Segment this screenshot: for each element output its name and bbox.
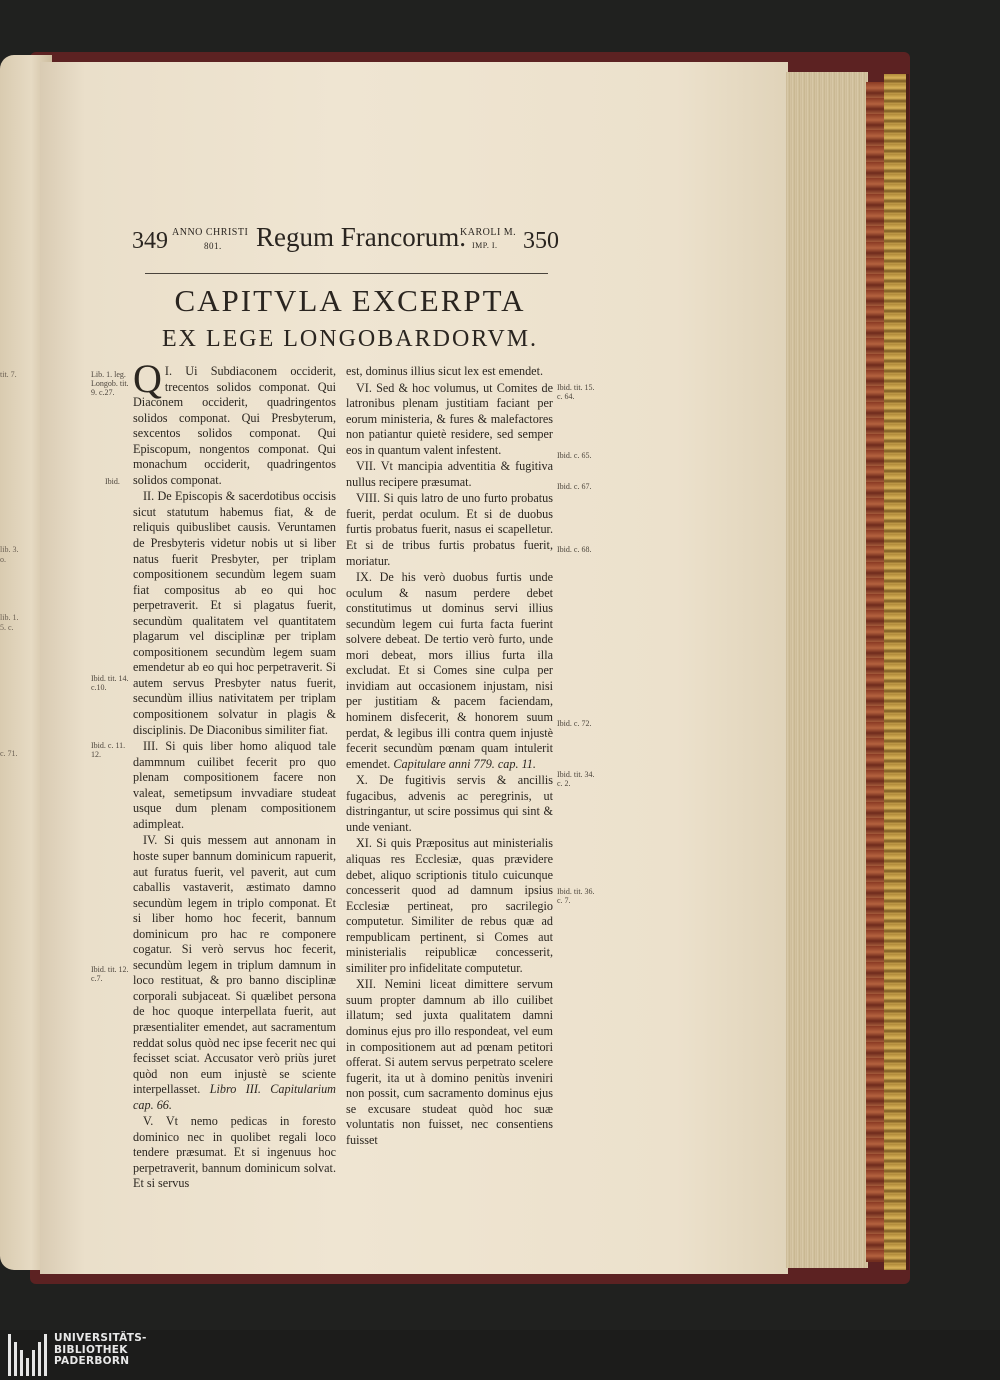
library-logo-icon bbox=[8, 1334, 50, 1376]
margin-note: Ibid. c. 68. bbox=[557, 545, 592, 554]
paragraph bbox=[346, 570, 553, 772]
year-label: 801. bbox=[204, 241, 222, 251]
paragraph bbox=[133, 833, 336, 1113]
paragraph: est, dominus illius sicut lex est emendet. bbox=[346, 364, 544, 378]
paragraph: III. Si quis liber homo aliquod tale dammnum cuilibet fecerit pro quo plenam compositionem facere non valeat, semetipsum invvadiare studeat usque dum plenam compositionem adimpleat. bbox=[133, 739, 336, 831]
left-page-margin-note: tit. 7. bbox=[0, 370, 17, 379]
page-number-right: 350 bbox=[523, 228, 559, 254]
margin-note: Ibid. c. 65. bbox=[557, 451, 592, 460]
margin-note: Ibid. c. 67. bbox=[557, 482, 592, 491]
running-header bbox=[132, 222, 562, 262]
section-number: I. bbox=[164, 364, 172, 378]
paragraph: XI. Si quis Præpositus aut ministerialis aliquas res Ecclesiæ, quas prævidere debet, aliquo scriptionis titulo cuicunque concesserit quod ad damnum ipsius Ecclesiæ pertineat, pro sacrilegio computetur. Similiter de rebus quæ ad rempublicam pertinent, si Comes aut ministerialis reipublicæ concesserit, similiter pro infidelitate computetur. bbox=[346, 836, 553, 975]
imp-label: IMP. I. bbox=[472, 241, 498, 250]
header-rule bbox=[145, 273, 548, 274]
page-edges bbox=[786, 72, 868, 1268]
logo-line: UNIVERSITÄTS- bbox=[54, 1332, 147, 1344]
citation: Capitulare anni 779. cap. 11. bbox=[393, 756, 536, 771]
paragraph: XII. Nemini liceat dimittere servum suum propter damnum ab illo cuilibet illatum; sed juxta qualitatem damni dominus ejus pro illo respondeat, vel eum in compositionem aut ad pœnam petitori offerat. Si autem servus perpetrato scelere fugerit, ita ut à domino penitùs inveniri non possit, cum sacramento dominus ejus se excusare studeat quòd hoc suæ voluntatis non fuisset, nec consentiens fuisset bbox=[346, 977, 553, 1147]
karoli-label: KAROLI M. bbox=[460, 227, 517, 238]
paragraph: V. Vt nemo pedicas in foresto dominico nec in quolibet regali loco tendere præsumat. Et si ingenuus hoc perpetraverit, bannum dominicum solvat. Et si servus bbox=[133, 1114, 336, 1191]
paragraph-text: IV. Si quis messem aut annonam in hoste super bannum dominicum rapuerit, aut furatus fuerit, vel paverit, aut cum caballis vastaverit, æstimato damno secundùm legem in triplo componat. Et si liber homo hoc fecerit, bannum dominicum pro hac re componere cogatur. Si verò servus hoc fecerit, secundùm legem in triplum damnum in loco restituat, & pro banno disciplinæ corporali subjaceat. Si quælibet persona de hoc quoque interpellata fuerit, aut præsentialiter emendet, aut sacramentum reddat solus quòd nec ipse fecerit nec qui fecisset sciat. Accusator verò priùs juret quòd non eum injustè se sciente interpellasset. bbox=[133, 833, 336, 1097]
margin-note: Ibid. tit. 12. c.7. bbox=[91, 965, 129, 983]
left-page-margin-note: lib. 3. bbox=[0, 545, 19, 554]
paragraph bbox=[133, 356, 336, 488]
citation: Libro III. Capitularium cap. 66. bbox=[133, 1082, 336, 1112]
margin-note: Ibid. tit. 15. c. 64. bbox=[557, 383, 595, 401]
page-number-left: 349 bbox=[132, 228, 168, 254]
left-page-margin-note: c. 71. bbox=[0, 749, 18, 758]
left-page-margin-note: lib. 1. bbox=[0, 613, 19, 622]
margin-note: Ibid. c. 72. bbox=[557, 719, 592, 728]
margin-note: Ibid. tit. 34. c. 2. bbox=[557, 770, 595, 788]
chapter-subtitle: EX LEGE LONGOBARDORVM. bbox=[161, 326, 539, 352]
margin-note: Ibid. bbox=[105, 477, 120, 486]
left-page-margin-note: o. bbox=[0, 555, 6, 564]
text-column-right bbox=[346, 364, 553, 1149]
margin-note: Ibid. c. 11. 12. bbox=[91, 741, 126, 759]
footer-bar bbox=[0, 1330, 1000, 1380]
gilt-spine-decoration bbox=[884, 74, 909, 1270]
text-column-left bbox=[133, 356, 336, 1193]
running-title: Regum Francorum. bbox=[256, 222, 466, 252]
paragraph: VIII. Si quis latro de uno furto probatus fuerit, perdat oculum. Et si de duobus furtis probatus fuerit, nasus ei scapelletur. Et si de tribus furtis probatus fuerit, moriatur. bbox=[346, 491, 553, 568]
logo-line: BIBLIOTHEK bbox=[54, 1343, 128, 1356]
anno-christi-label: ANNO CHRISTI bbox=[172, 227, 249, 238]
paragraph: VI. Sed & hoc volumus, ut Comites de latronibus plenam justitiam faciant per eorum ministeria, & fures & malefactores non patiantur quietè residere, sed semper eos in quantum valent infestent. bbox=[346, 380, 553, 457]
paragraph: X. De fugitivis servis & ancillis fugacibus, advenis ac peregrinis, ut distringantur, ut scire possimus qui sint & unde veniant. bbox=[346, 773, 553, 834]
paragraph: II. De Episcopis & sacerdotibus occisis sicut statutum habemus fiat, & de reliquis quibuslibet causis. Veruntamen de Presbyteris videtur nobis ut si liber natus fuerit Presbyter, per triplam compositionem secundùm legem suam fiat compositus ab eo qui hoc perpetraverit. Et si plagatus fuerit, secundùm qualitatem vel quantitatem plagarum vel disciplinæ per triplam compositionem secundùm legem suam emendetur ab eo qui hoc perpetraverit. Si autem servus Presbyter natus fuerit, secundùm illius nativitatem per triplam compositionem solvatur in plagis & disciplinis. De Diaconibus similiter fiat. bbox=[133, 489, 336, 737]
left-page-margin-note: 5. c. bbox=[0, 623, 14, 632]
paragraph-text: Ui Subdiaconem occiderit, trecentos solidos componat. Qui Diaconem occiderit, quadringentos solidos componat. Qui Presbyterum, sexcentos solidos componat. Qui Episcopum, nongentos componat. Qui monachum occiderit, quadringentos solidos componat. bbox=[133, 364, 336, 487]
library-logo-text bbox=[54, 1333, 147, 1368]
paragraph: VII. Vt mancipia adventitia & fugitiva nullus recipere præsumat. bbox=[346, 459, 553, 489]
margin-note: Ibid. tit. 36. c. 7. bbox=[557, 887, 595, 905]
drop-cap: Q bbox=[133, 356, 162, 401]
marbled-edge bbox=[866, 82, 884, 1262]
paragraph-text: IX. De his verò duobus furtis unde oculum & nasum perdere debet constitutimus ut dominus servi illius secundùm legem cui furta facta fuerint solvere debeat. De tertio verò furto, unde mori debeat, mors illius furta illa excludat. Et si Comes sine culpa per invidiam aut occasionem injustam, nisi per justitiam & pacem faciendam, hominem disfecerit, & honorem suum perdat, & legibus illi contra quem injustè fecerit secundùm pœnam quam intulerit emendet. bbox=[346, 570, 553, 771]
margin-note: Lib. 1. leg. Longob. tit. 9. c.27. bbox=[91, 370, 129, 397]
chapter-title: CAPITVLA EXCERPTA bbox=[174, 283, 526, 318]
logo-line: PADERBORN bbox=[54, 1355, 130, 1367]
margin-note: Ibid. tit. 14. c.10. bbox=[91, 674, 129, 692]
